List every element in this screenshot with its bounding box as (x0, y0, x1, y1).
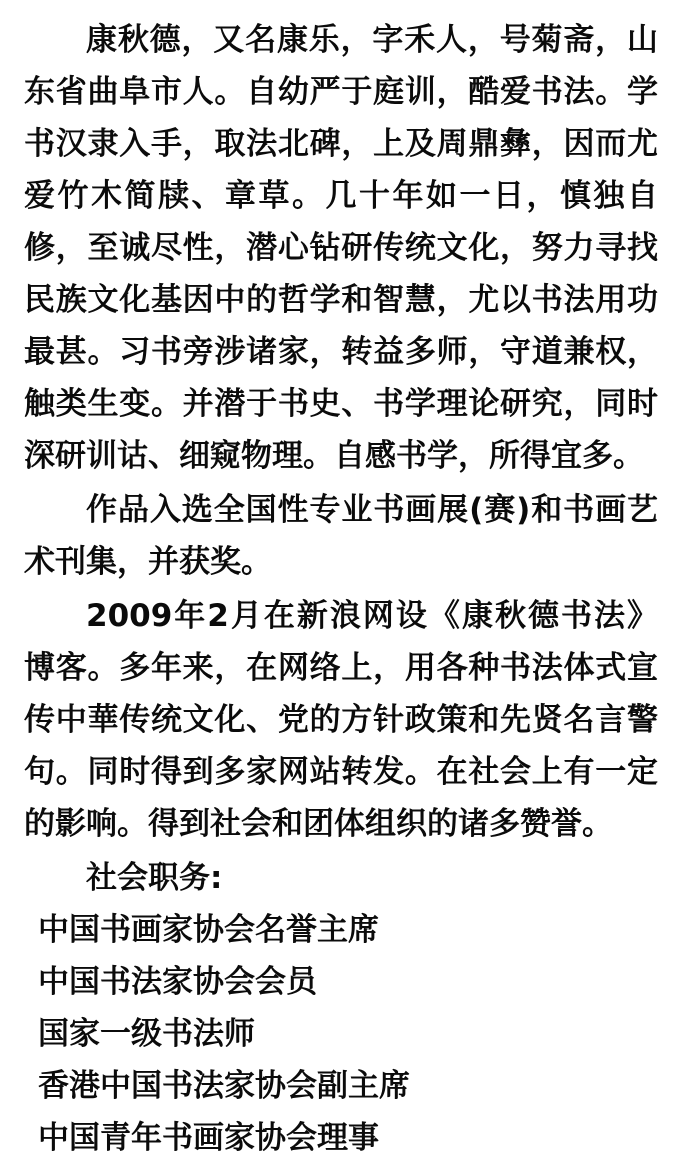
list-item: 香港中国书法家协会副主席 (38, 1068, 410, 1104)
positions-list (24, 904, 658, 1164)
paragraph-biography: 康秋德，又名康乐，字禾人，号菊斋，山东省曲阜市人。自幼严于庭训，酷爱书法。学书汉隶入手，取法北碑，上及周鼎彝，因而尤爱竹木简牍、章草。几十年如一日，慎独自修，至诚尽性，潜心钻研传统文化，努力寻找民族文化基因中的哲学和智慧，尤以书法用功最甚。习书旁涉诸家，转益多师，守道兼权，触类生变。并潜于书史、书学理论研究，同时深研训诂、细窥物理。自感书学，所得宜多。 (24, 22, 658, 474)
list-item: 中国书画家协会名誉主席 (38, 912, 379, 948)
list-item: 中国书法家协会会员 (38, 964, 317, 1000)
paragraph-exhibitions: 作品入选全国性专业书画展(赛)和书画艺术刊集，并获奖。 (24, 492, 658, 580)
paragraph-blog: 2009年2月在新浪网设《康秋德书法》博客。多年来，在网络上，用各种书法体式宣传中華传统文化、党的方针政策和先贤名言警句。同时得到多家网站转发。在社会上有一定的影响。得到社会和团体组织的诸多赞誉。 (24, 598, 658, 842)
section-heading-positions: 社会职务: (86, 860, 223, 896)
list-item: 国家一级书法师 (38, 1016, 255, 1052)
list-item: 中国青年书画家协会理事 (38, 1120, 379, 1156)
